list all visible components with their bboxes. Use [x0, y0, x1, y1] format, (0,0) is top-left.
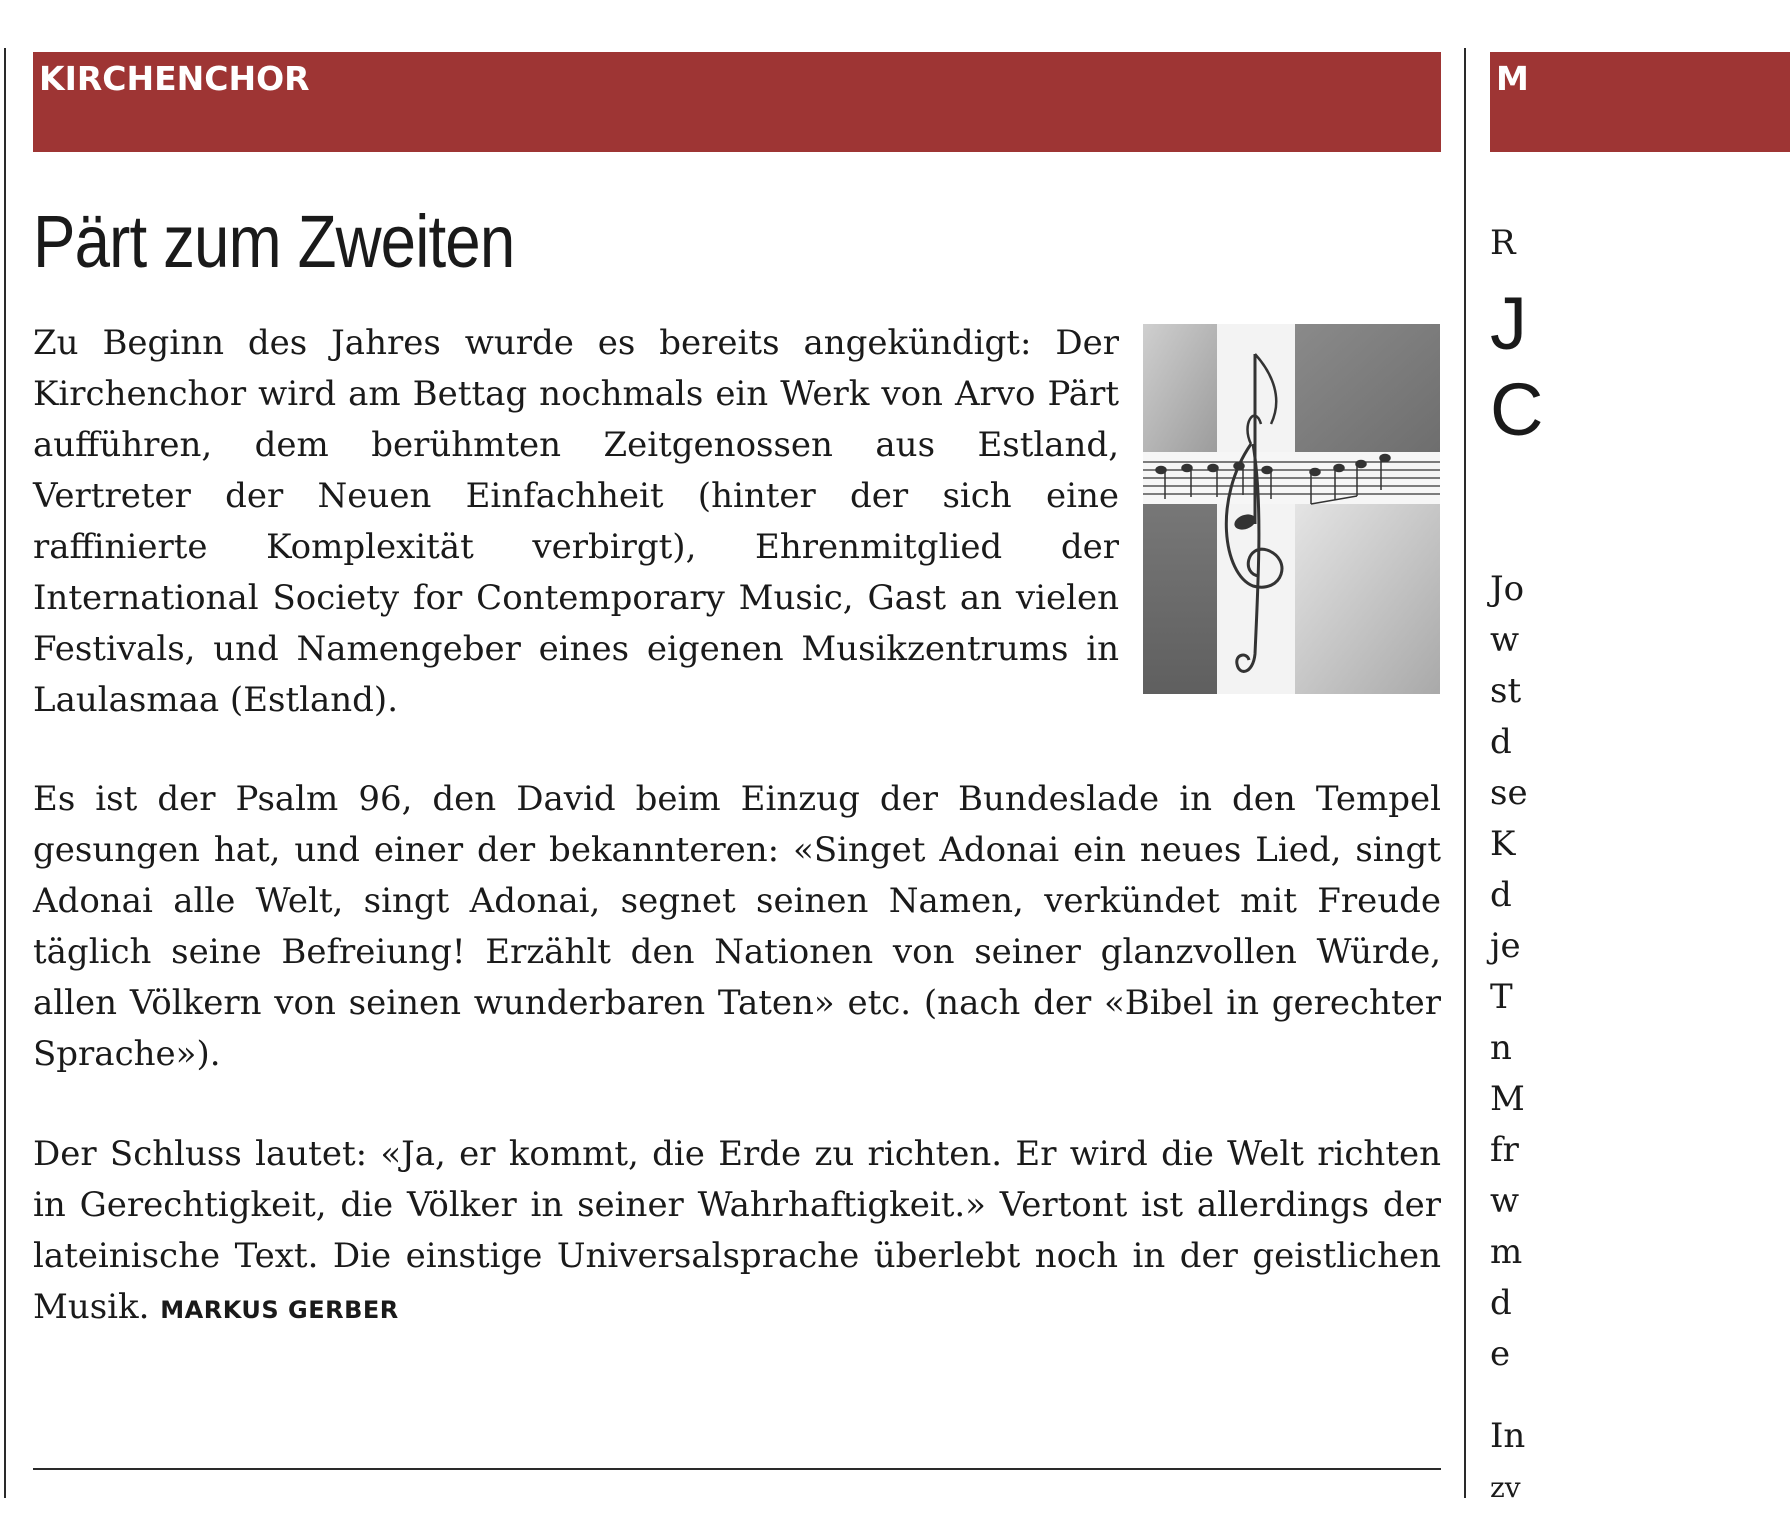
next-body-fragment: d	[1490, 722, 1512, 762]
column-rule-left	[4, 48, 6, 1498]
music-notes-cross-icon	[1143, 324, 1440, 694]
article-bottom-rule	[33, 1468, 1441, 1470]
next-body-fragment: Jo	[1490, 569, 1525, 609]
article-kirchenchor	[33, 52, 1441, 1327]
next-body-fragment: m	[1490, 1232, 1523, 1272]
column-rule-right	[1464, 48, 1466, 1498]
next-body-fragment: w	[1490, 1181, 1520, 1221]
next-body-fragment: M	[1490, 1079, 1525, 1119]
article-paragraph-3-text: Der Schluss lautet: «Ja, er kommt, die Erde zu richten. Er wird die Welt richten in Gerechtigkeit, die Völker in seiner Wahrhaftigkeit.» Vertont ist allerdings der lateinische Text. Die einstige Universalsprache überlebt noch in der geistlichen Musik.	[33, 1134, 1441, 1327]
next-section-label: M	[1496, 59, 1529, 98]
music-cross-illustration	[1143, 324, 1440, 694]
next-body-fragment: d	[1490, 1283, 1512, 1323]
next-body-fragment: d	[1490, 875, 1512, 915]
next-headline-fragment-1: J	[1490, 282, 1527, 365]
next-body-fragment: st	[1490, 671, 1522, 711]
next-article-partial	[1490, 52, 1544, 1504]
article-paragraph-3	[33, 1129, 1441, 1336]
section-label: KIRCHENCHOR	[39, 59, 310, 98]
section-bar	[33, 52, 1441, 152]
article-headline: Pärt zum Zweiten	[33, 200, 515, 283]
author-byline: MARKUS GERBER	[160, 1296, 399, 1324]
next-section-bar	[1490, 52, 1790, 152]
next-body-fragment: se	[1490, 773, 1528, 813]
article-paragraph-2: Es ist der Psalm 96, den David beim Einzug der Bundeslade in den Tempel gesungen hat, und einer der bekannteren: «Singet Adonai ein neues Lied, singt Adonai alle Welt, singt Adonai, segnet seinen Namen, verkündet mit Freude täglich seine Befreiung! Erzählt den Nationen von seiner glanzvollen Würde, allen Völkern von seinen wunderbaren Taten» etc. (nach der «Bibel in gerechter Sprache»).	[33, 779, 1441, 1074]
next-body-fragment: w	[1490, 620, 1520, 660]
next-body-fragment: In	[1490, 1416, 1526, 1456]
next-body-fragment: zv	[1490, 1471, 1521, 1504]
article-paragraph-1: Zu Beginn des Jahres wurde es bereits angekündigt: Der Kirchenchor wird am Bettag nochmals ein Werk von Arvo Pärt aufführen, dem berühmten Zeitgenossen aus Estland, Vertreter der Neuen Einfachheit (hinter der sich eine raffinierte Komplexität verbirgt), Ehrenmitglied der International Society for Contemporary Music, Gast an vielen Festivals, und Namengeber eines eigenen Musikzentrums in Laulasmaa (Estland).	[33, 323, 1119, 720]
next-body-fragment: K	[1490, 824, 1516, 864]
next-body-fragment: n	[1490, 1028, 1512, 1068]
next-headline-fragment-2: C	[1490, 368, 1544, 451]
next-kicker-fragment: R	[1490, 223, 1516, 263]
next-body-fragment: fr	[1490, 1130, 1519, 1170]
next-body-fragment: je	[1490, 926, 1521, 966]
next-body-fragment: e	[1490, 1334, 1511, 1374]
next-body-fragment: T	[1490, 977, 1513, 1017]
